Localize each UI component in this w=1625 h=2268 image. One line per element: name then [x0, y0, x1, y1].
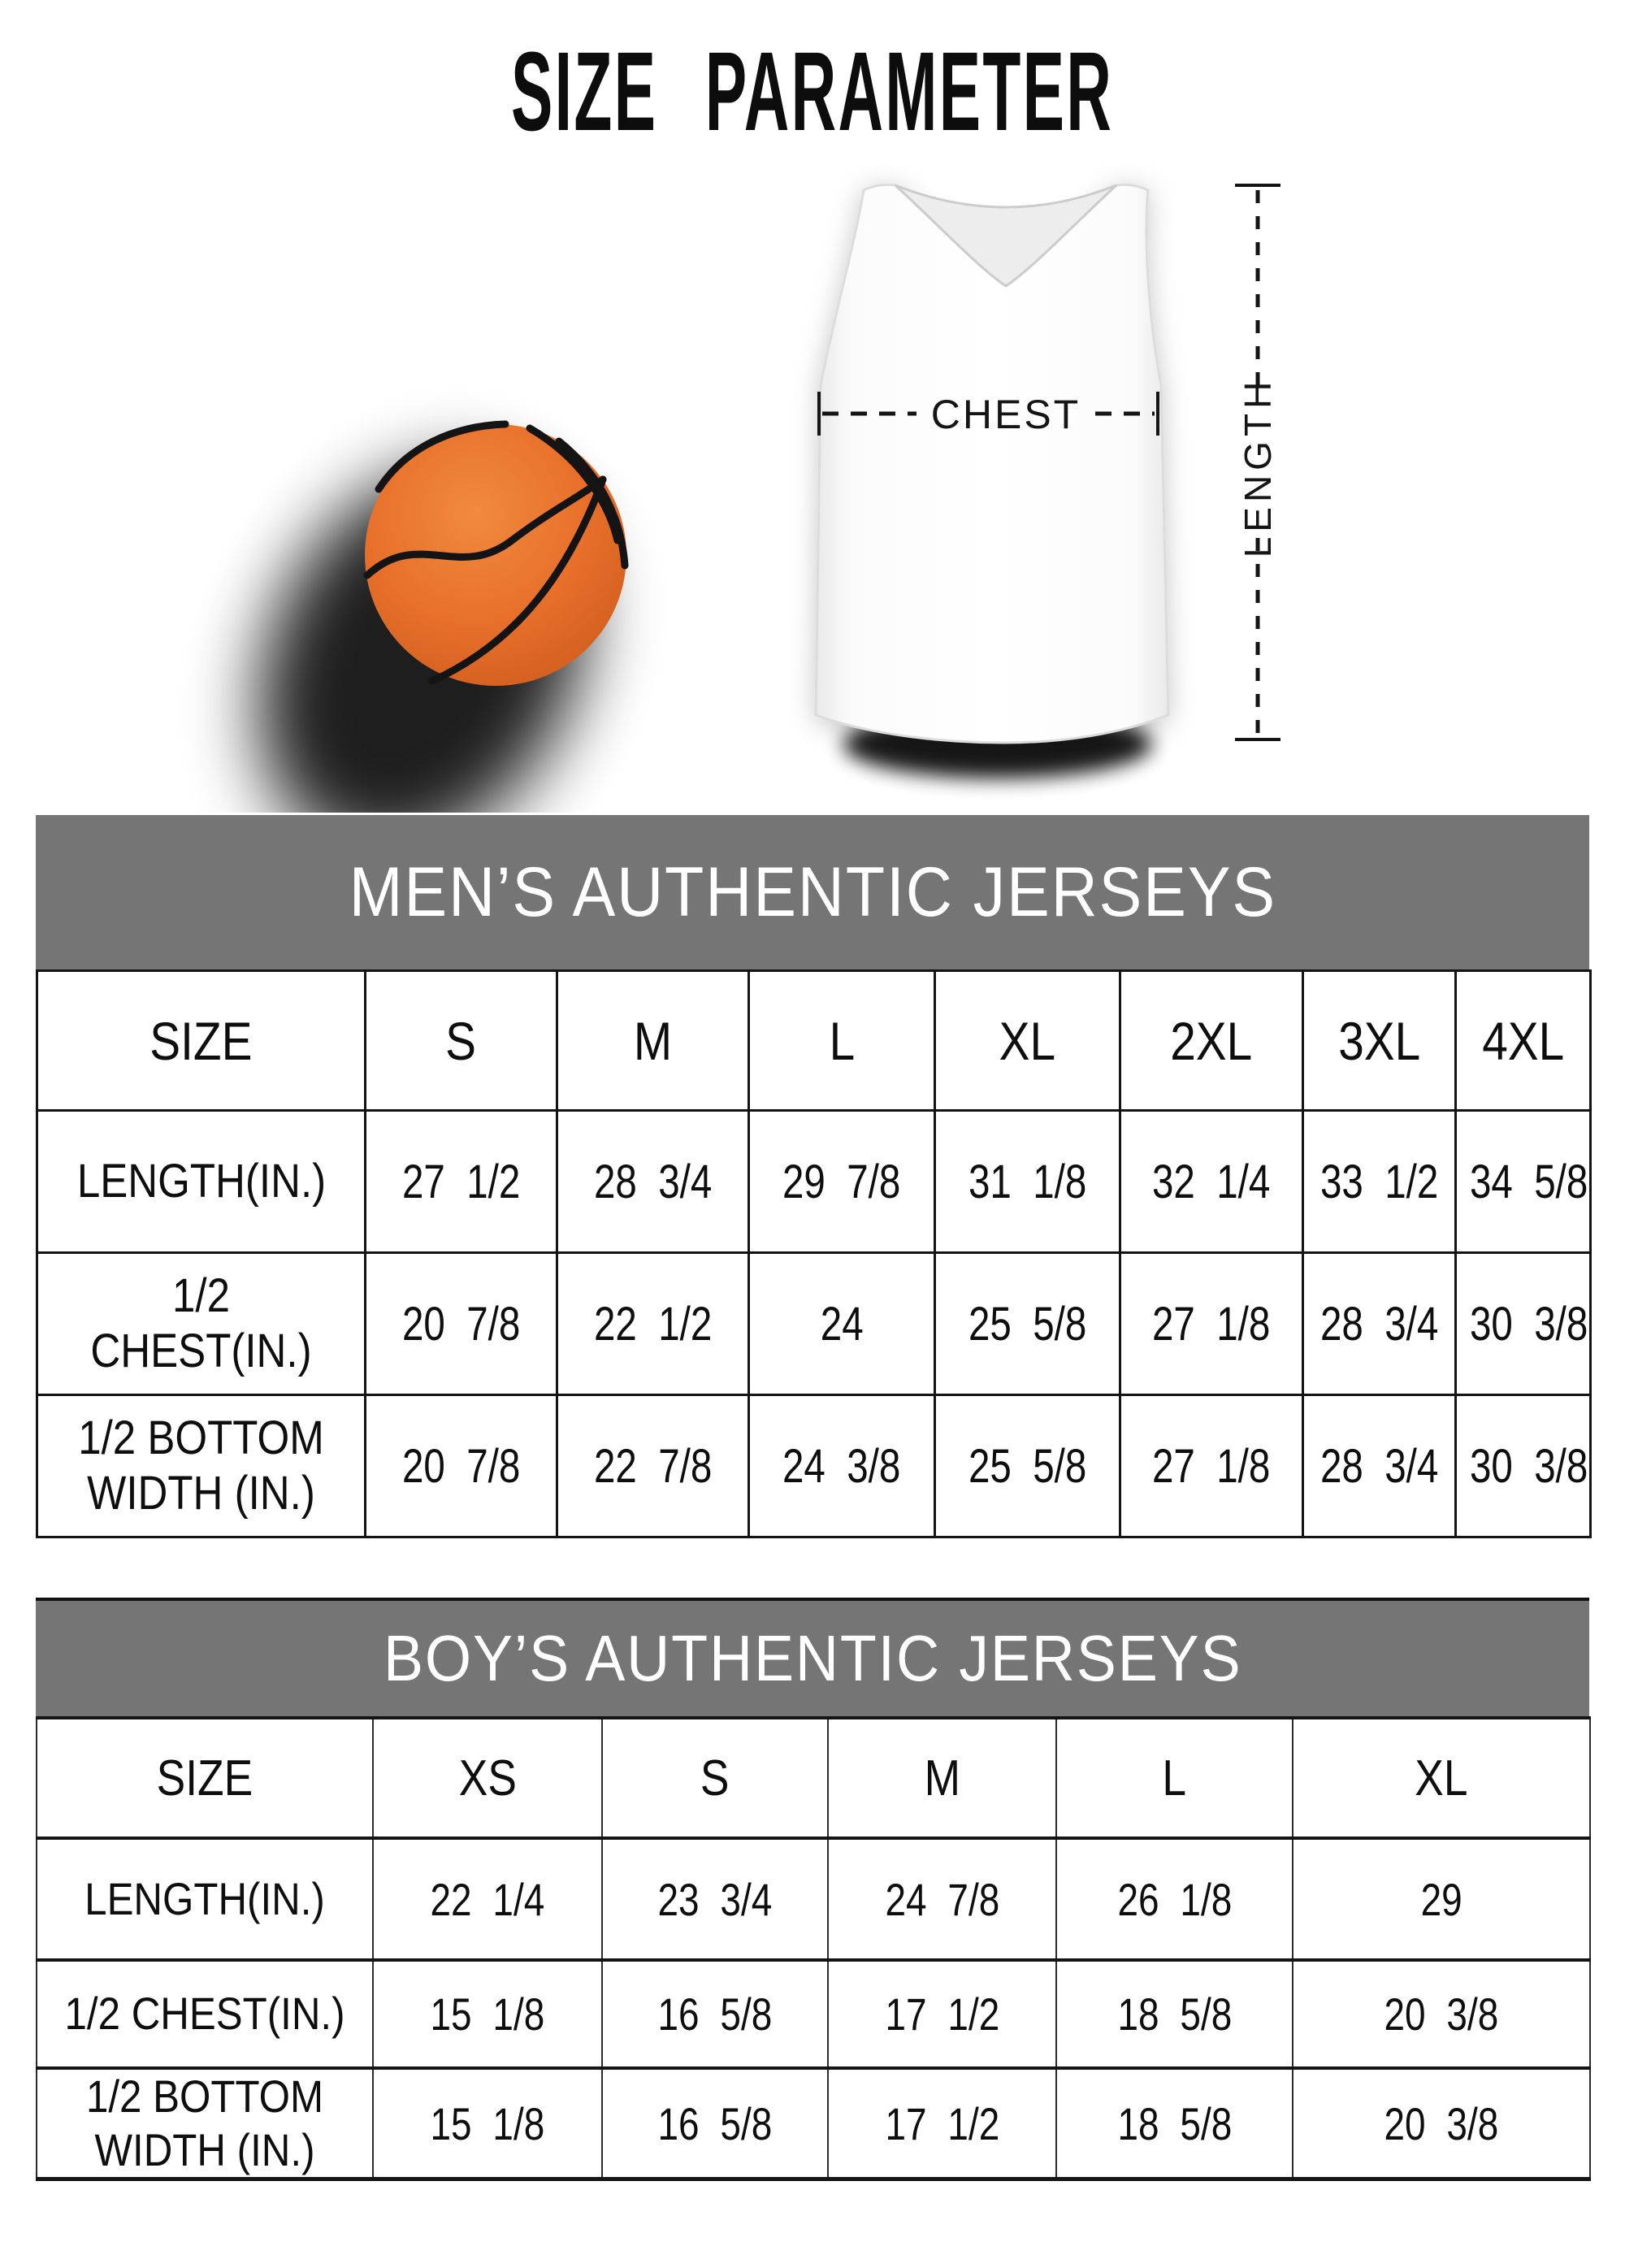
size-value-cell: 18 5/8: [1056, 1960, 1293, 2068]
size-col-header: XS: [373, 1718, 602, 1838]
size-value-cell: 20 7/8: [366, 1395, 557, 1537]
boys-table-title-band: [36, 1598, 1589, 1716]
size-value-cell: 27 1/8: [1120, 1253, 1303, 1395]
row-label-cell: 1/2 BOTTOM WIDTH (IN.): [37, 1395, 366, 1537]
size-value-cell: 20 7/8: [366, 1253, 557, 1395]
size-col-header: 2XL: [1120, 971, 1303, 1111]
size-col-header: S: [602, 1718, 828, 1838]
boys-size-header-row: [37, 1718, 1590, 1838]
size-col-header: L: [749, 971, 935, 1111]
length-label: LENGTH: [1237, 376, 1279, 558]
size-value-cell: 25 5/8: [935, 1253, 1120, 1395]
size-value-cell: 17 1/2: [828, 1960, 1056, 2068]
boys-table-title: BOY’S AUTHENTIC JERSEYS: [383, 1622, 1242, 1694]
size-header-cell: SIZE: [37, 971, 366, 1111]
size-value-cell: 28 3/4: [557, 1111, 749, 1253]
mens-size-table: [36, 815, 1589, 1538]
row-label-cell: 1/2 CHEST(IN.): [37, 1960, 373, 2068]
mens-size-header-row: [37, 971, 1591, 1111]
row-label-cell: 1/2 CHEST(IN.): [37, 1253, 366, 1395]
mens-table-title-band: [36, 815, 1589, 969]
size-value-cell: 24 3/8: [749, 1395, 935, 1537]
size-value-cell: 29: [1293, 1838, 1590, 1960]
size-col-header: 3XL: [1303, 971, 1456, 1111]
size-value-cell: 24: [749, 1253, 935, 1395]
size-value-cell: 24 7/8: [828, 1838, 1056, 1960]
size-value-cell: 27 1/2: [366, 1111, 557, 1253]
size-value-cell: 16 5/8: [602, 1960, 828, 2068]
size-value-cell: 30 3/8: [1456, 1253, 1591, 1395]
measurement-diagram: [0, 0, 1625, 813]
size-value-cell: 25 5/8: [935, 1395, 1120, 1537]
size-value-cell: 22 1/4: [373, 1838, 602, 1960]
mens-length-row: [37, 1111, 1591, 1253]
size-value-cell: 23 3/4: [602, 1838, 828, 1960]
size-value-cell: 15 1/8: [373, 2068, 602, 2179]
row-label-cell: LENGTH(IN.): [37, 1111, 366, 1253]
size-value-cell: 30 3/8: [1456, 1395, 1591, 1537]
mens-half-chest-row: [37, 1253, 1591, 1395]
size-value-cell: 27 1/8: [1120, 1395, 1303, 1537]
size-value-cell: 20 3/8: [1293, 2068, 1590, 2179]
size-col-header: M: [828, 1718, 1056, 1838]
boys-half-chest-row: [37, 1960, 1590, 2068]
size-header-cell: SIZE: [37, 1718, 373, 1838]
size-value-cell: 32 1/4: [1120, 1111, 1303, 1253]
mens-size-grid: [36, 969, 1592, 1538]
size-value-cell: 28 3/4: [1303, 1395, 1456, 1537]
jersey-icon: [816, 184, 1168, 778]
boys-half-bottom-row: [37, 2068, 1590, 2179]
size-value-cell: 31 1/8: [935, 1111, 1120, 1253]
row-label-cell: LENGTH(IN.): [37, 1838, 373, 1960]
mens-half-bottom-row: [37, 1395, 1591, 1537]
size-col-header: L: [1056, 1718, 1293, 1838]
chest-label: CHEST: [930, 392, 1081, 437]
size-value-cell: 15 1/8: [373, 1960, 602, 2068]
size-col-header: XL: [1293, 1718, 1590, 1838]
basketball-icon: [194, 410, 650, 813]
size-value-cell: 26 1/8: [1056, 1838, 1293, 1960]
row-label-cell: 1/2 BOTTOM WIDTH (IN.): [37, 2068, 373, 2179]
boys-size-grid: [36, 1716, 1591, 2181]
size-value-cell: 20 3/8: [1293, 1960, 1590, 2068]
size-col-header: 4XL: [1456, 971, 1591, 1111]
size-col-header: S: [366, 971, 557, 1111]
size-col-header: M: [557, 971, 749, 1111]
size-value-cell: 16 5/8: [602, 2068, 828, 2179]
size-value-cell: 22 7/8: [557, 1395, 749, 1537]
mens-table-title: MEN’S AUTHENTIC JERSEYS: [349, 852, 1276, 931]
size-value-cell: 33 1/2: [1303, 1111, 1456, 1253]
size-value-cell: 18 5/8: [1056, 2068, 1293, 2179]
size-value-cell: 17 1/2: [828, 2068, 1056, 2179]
boys-size-table: [36, 1598, 1589, 2181]
size-value-cell: 28 3/4: [1303, 1253, 1456, 1395]
boys-length-row: [37, 1838, 1590, 1960]
size-col-header: XL: [935, 971, 1120, 1111]
size-value-cell: 22 1/2: [557, 1253, 749, 1395]
size-value-cell: 34 5/8: [1456, 1111, 1591, 1253]
size-value-cell: 29 7/8: [749, 1111, 935, 1253]
page-title: SIZE PARAMETER: [511, 28, 1114, 155]
